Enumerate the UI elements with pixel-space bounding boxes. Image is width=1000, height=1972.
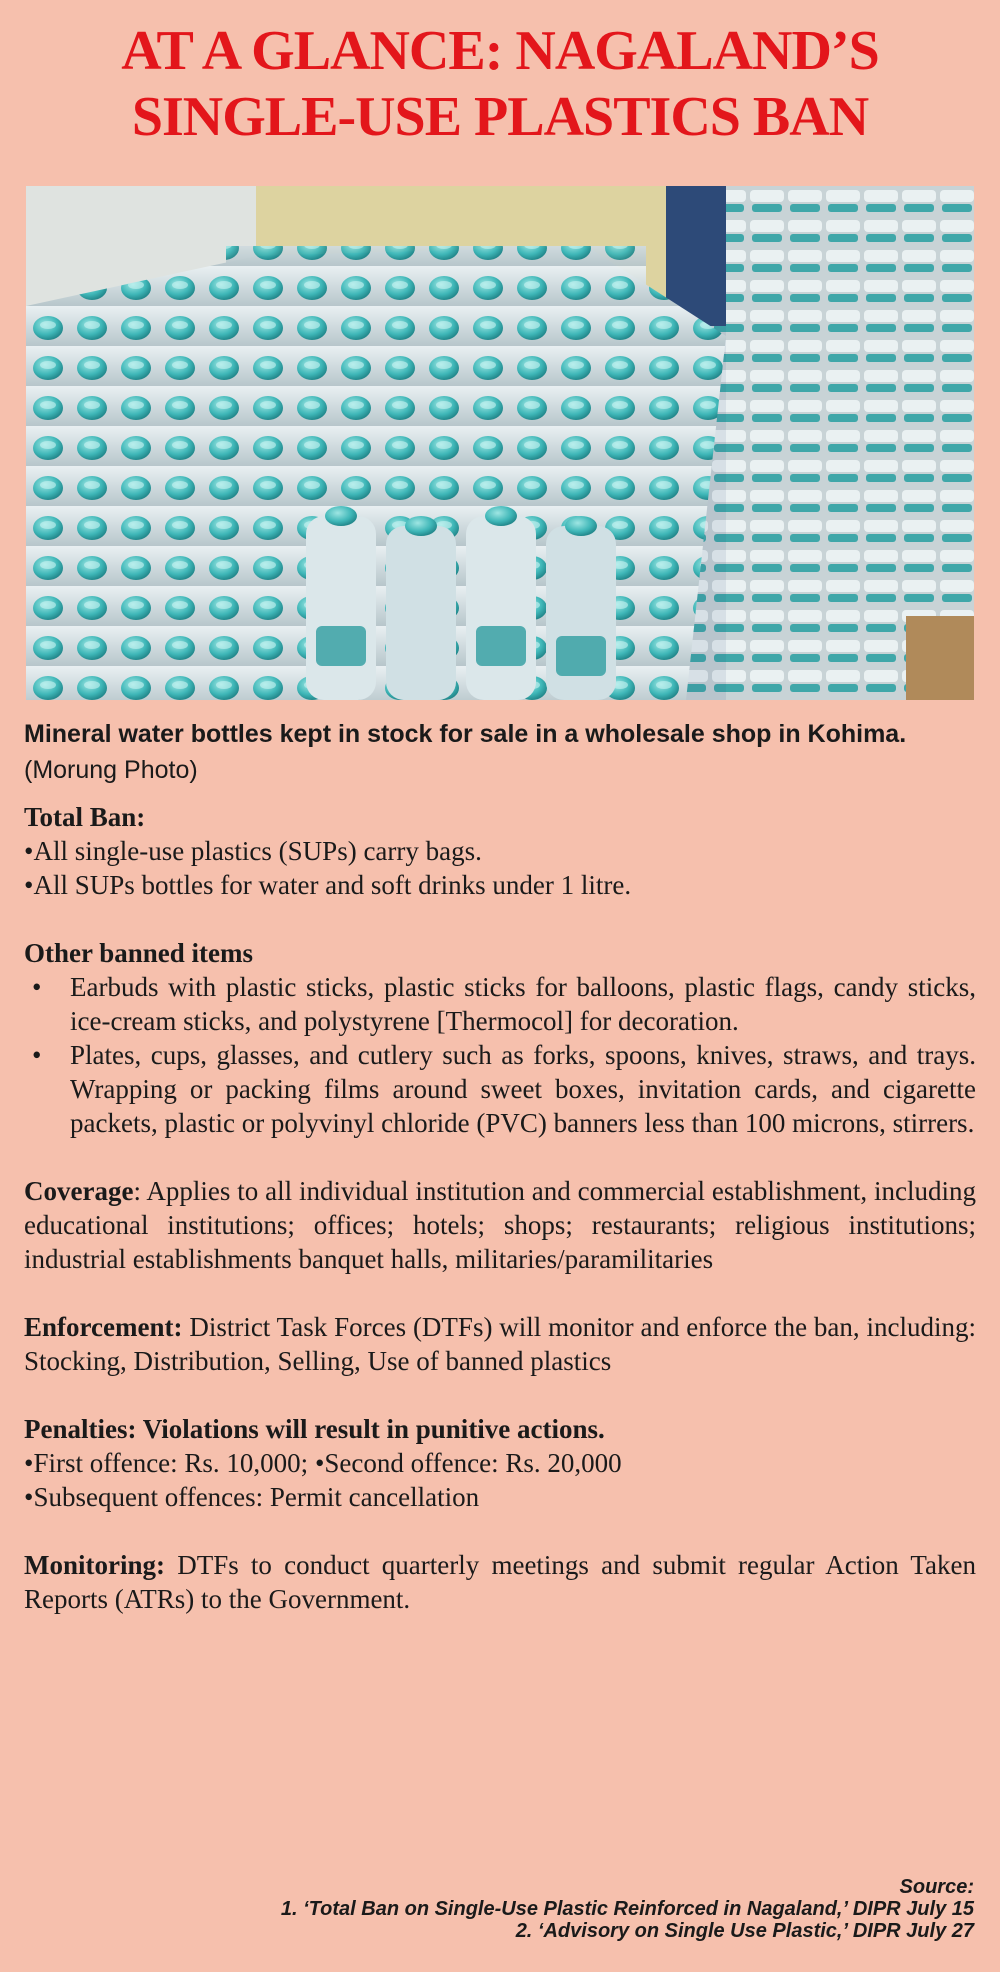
source-line-2: 2. ‘Advisory on Single Use Plastic,’ DIPR July 27 xyxy=(515,1920,974,1942)
coverage-heading: Coverage xyxy=(24,1176,134,1206)
first-offence: First offence: Rs. 10,000; xyxy=(33,1448,309,1478)
caption-text: Mineral water bottles kept in stock for sale in a wholesale shop in Kohima. xyxy=(24,720,907,748)
water-bottles-photo xyxy=(26,186,974,700)
total-ban-item: •All SUPs bottles for water and soft drinks under 1 litre. xyxy=(24,870,632,900)
headline-line-2: SINGLE-USE PLASTICS BAN xyxy=(131,86,869,148)
monitoring-text: DTFs to conduct quarterly meetings and submit regular Action Taken Reports (ATRs) to the Government. xyxy=(24,1550,976,1614)
other-banned-item: • Plates, cups, glasses, and cutlery such as forks, spoons, knives, straws, and trays. Wrapping or packing films around sweet boxes, invitation cards, and cigarette packets, plastic or polyvinyl chloride (PVC) banners less than 100 microns, stirrers. xyxy=(24,1038,976,1140)
total-ban-section xyxy=(24,800,976,902)
other-banned-list xyxy=(24,970,976,1140)
source-block xyxy=(24,1876,974,1942)
monitoring-section xyxy=(24,1548,976,1616)
enforcement-text: District Task Forces (DTFs) will monitor and enforce the ban, including: Stocking, Distribution, Selling, Use of banned plastics xyxy=(24,1312,976,1376)
headline-line-1: AT A GLANCE: NAGALAND’S xyxy=(121,20,879,82)
enforcement-heading: Enforcement: xyxy=(24,1312,183,1342)
total-ban-item: •All single-use plastics (SUPs) carry bags. xyxy=(24,836,482,866)
photo-of-water-bottles-icon xyxy=(26,186,974,700)
other-banned-section xyxy=(24,936,976,1140)
article-body xyxy=(24,800,976,1616)
headline xyxy=(0,18,1000,150)
photo-credit: (Morung Photo) xyxy=(24,756,198,784)
coverage-text: : Applies to all individual institution and commercial establishment, including educational institutions; offices; hotels; shops; restaurants; religious institutions; industrial establishments banquet halls, militaries/paramilitaries xyxy=(24,1176,976,1274)
subsequent-offence-line: •Subsequent offences: Permit cancellation xyxy=(24,1482,480,1512)
other-banned-heading: Other banned items xyxy=(24,938,254,968)
coverage-section xyxy=(24,1174,976,1276)
other-banned-item: • Earbuds with plastic sticks, plastic sticks for balloons, plastic flags, candy sticks, ice-cream sticks, and polystyrene [Thermocol] for decoration. xyxy=(24,970,976,1038)
source-label: Source: xyxy=(899,1876,974,1898)
penalties-section xyxy=(24,1412,976,1514)
subsequent-offence: Subsequent offences: Permit cancellation xyxy=(33,1482,480,1512)
source-line-1: 1. ‘Total Ban on Single-Use Plastic Reinforced in Nagaland,’ DIPR July 15 xyxy=(280,1898,974,1920)
second-offence: Second offence: Rs. 20,000 xyxy=(324,1448,622,1478)
enforcement-section xyxy=(24,1310,976,1378)
penalties-offences: •First offence: Rs. 10,000; •Second offence: Rs. 20,000 xyxy=(24,1448,622,1478)
penalties-heading: Penalties: Violations will result in punitive actions. xyxy=(24,1414,605,1444)
photo-caption xyxy=(24,716,984,788)
monitoring-heading: Monitoring: xyxy=(24,1550,165,1580)
total-ban-heading: Total Ban: xyxy=(24,802,146,832)
